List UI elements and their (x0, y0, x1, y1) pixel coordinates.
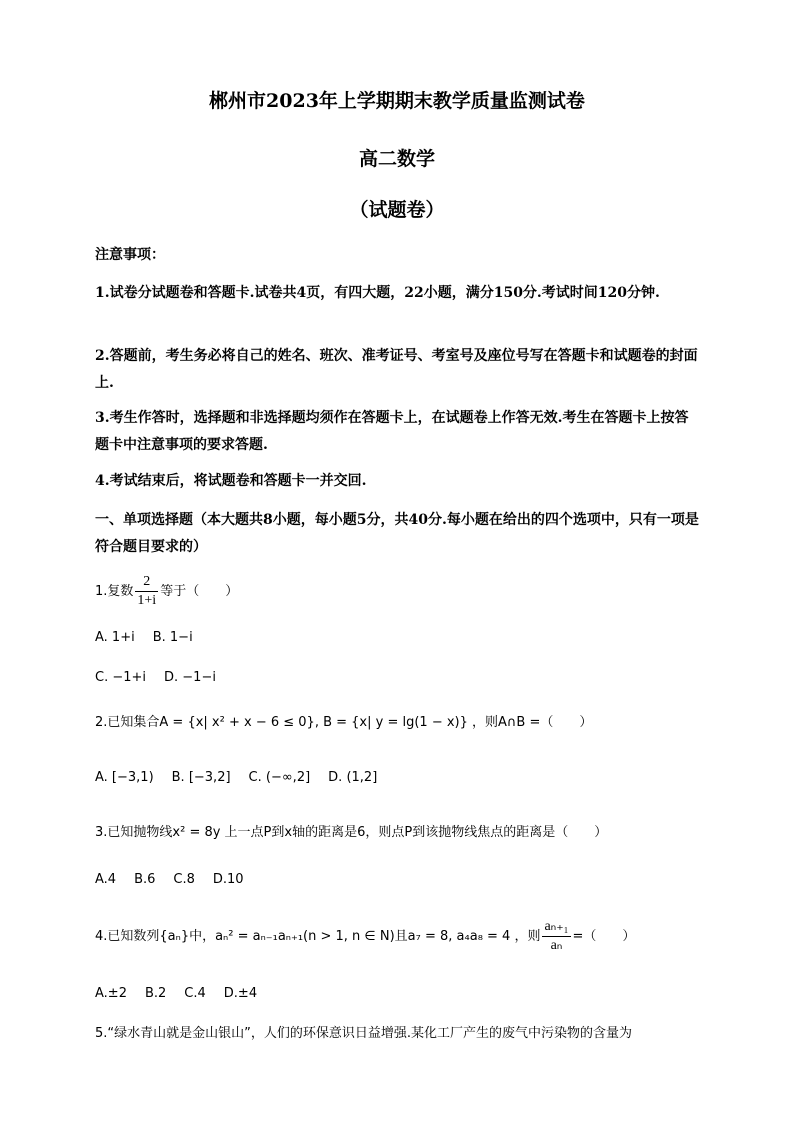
q1-option-b: B. 1−i (152, 630, 193, 645)
note-item-3: 3.考生作答时，选择题和非选择题均须作在答题卡上，在试题卷上作答无效.考生在答题卡上按答题卡中注意事项的要求答题. (95, 410, 689, 453)
q1-options-row2 (95, 668, 715, 688)
notes-heading: 注意事项： (95, 247, 165, 263)
q4-option-c: C.4 (184, 986, 206, 1001)
q4-fraction (542, 918, 570, 955)
exam-title: 郴州市2023年上学期期末教学质量监测试卷 (209, 90, 585, 112)
q2-option-b: B. [−3,2] (171, 770, 231, 785)
q4-option-d: D.±4 (223, 986, 258, 1001)
section1-heading: 一、单项选择题（本大题共8小题，每小题5分，共40分.每小题在给出的四个选项中，只有一项是符合题目要求的） (95, 512, 699, 555)
q2-option-a: A. [−3,1) (95, 770, 154, 785)
q1-suffix: 等于（ ） (160, 584, 239, 599)
q1-fraction (135, 573, 158, 610)
note-item-2: 2.答题前，考生务必将自己的姓名、班次、准考证号、考室号及座位号写在答题卡和试题卷的封面上. (95, 348, 698, 391)
note-item-4: 4.考试结束后，将试题卷和答题卡一并交回. (95, 473, 367, 489)
q4-option-a: A.±2 (95, 986, 127, 1001)
q4-frac-num: aₙ₊₁ (542, 918, 570, 937)
q3-option-c: C.8 (173, 872, 195, 887)
q1-frac-num: 2 (135, 573, 158, 592)
question-5: 5.“绿水青山就是金山银山”，人们的环保意识日益增强.某化工厂产生的废气中污染物的含量为 (95, 1026, 633, 1041)
q4-frac-den: aₙ (550, 938, 563, 953)
note-item-1: 1.试卷分试题卷和答题卡.试卷共4页，有四大题，22小题，满分150分.考试时间120分钟. (95, 285, 660, 301)
q3-option-a: A.4 (95, 872, 117, 887)
q3-option-b: B.6 (134, 872, 156, 887)
q3-option-d: D.10 (212, 872, 244, 887)
q1-option-d: D. −1−i (164, 670, 216, 685)
q4-options (95, 984, 715, 1004)
q4-prefix: 4.已知数列{aₙ}中，aₙ² = aₙ₋₁aₙ₊₁(n > 1, n ∈ N)且a₇ = 8, a₄a₈ = 4 ，则 (95, 929, 541, 944)
q1-frac-den: 1+i (137, 593, 157, 608)
q4-suffix: =（ ） (572, 929, 636, 944)
question-1 (95, 573, 715, 610)
q1-option-a: A. 1+i (95, 630, 135, 645)
q2-option-d: D. (1,2] (328, 770, 378, 785)
q4-option-b: B.2 (144, 986, 167, 1001)
q1-option-c: C. −1+i (95, 670, 147, 685)
q1-prefix: 1.复数 (95, 584, 134, 599)
question-2: 2.已知集合A = {x| x² + x − 6 ≤ 0}, B = {x| y = lg(1 − x)} ，则A∩B =（ ） (95, 715, 593, 730)
question-4 (95, 918, 715, 955)
paper-type: （试题卷） (349, 199, 445, 221)
exam-subject: 高二数学 (358, 148, 435, 170)
q1-options-row1 (95, 628, 715, 648)
question-3: 3.已知抛物线x² = 8y 上一点P到x轴的距离是6，则点P到该抛物线焦点的距离是（ ） (95, 825, 608, 840)
q2-option-c: C. (−∞,2] (248, 770, 311, 785)
q3-options (95, 870, 715, 890)
q2-options (95, 768, 715, 788)
